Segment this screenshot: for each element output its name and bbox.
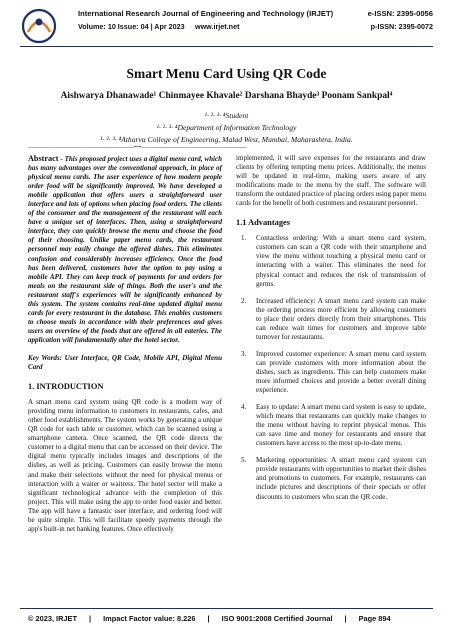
keywords: Key Words: User Interface, QR Code, Mobile API, Digital Menu Card — [28, 353, 222, 372]
list-item-number: 1. — [241, 234, 247, 243]
list-item-number: 2. — [241, 296, 247, 305]
footer-divider: | — [207, 614, 210, 623]
footer-copyright: © 2023, IRJET — [28, 614, 77, 623]
footer-divider: | — [89, 614, 92, 623]
volume-issue: Volume: 10 Issue: 04 | Apr 2023 — [78, 22, 185, 31]
affiliation-institution: ¹· ²· ³· ⁴Atharva College of Engineering, Malad West, Mumbai, Maharashtra, India. — [100, 135, 353, 144]
journal-header — [20, 6, 433, 50]
list-item-text: Contactless ordering: With a smart menu card system, customers can scan a QR code with their smartphone and view the menu without touching a physical menu card or interacting with a waiter. This eliminates the need for physical contact and reduces the risk of transmission of germs. — [256, 234, 426, 288]
list-item-number: 5. — [241, 456, 247, 465]
footer-iso-certification: ISO 9001:2008 Certified Journal — [221, 614, 333, 623]
abstract-label: Abstract — [28, 154, 59, 163]
abstract-text: - This proposed project uses a digital menu card, which has many advantages over the conventional approach, in place of physical menu cards. The user experience of how modern people order food will be significantly improved. We have developed a mobile application that offers users a straightforward user interface and lots of options when placing food orders. The clients of the consumer and the management of the restaurant will each have a unique set of interfaces. Then, using a straightforward interface, they can quickly browse the menu and choose the food of their choosing. Unlike paper menu cards, the restaurant personnel may easily change the offered dishes. This eliminates confusion and considerably increases efficiency. Once the food has been delivered, customers have the option to pay using a mobile API. They can keep track of payments for and orders for meals on the restaurant side of things. Both the user's and the restaurant staff's experiences will be significantly enhanced by this system. The system contains real-time updated digital menu cards for every restaurant in the database. This enables customers to choose meals in accordance with their preferences and gives users an overview of the foods that are offered in all eateries. The application will fundamentally alter the hotel sector. — [28, 155, 222, 344]
list-item-number: 3. — [241, 349, 247, 358]
introduction-continuation: implemented, it will save expenses for the restaurants and draw clients by offering tempting menu prices. Additionally, the menus will be updated in real-time, making users aware of any modifications made to the menu by the staff. The software will transform the outdated practice of placing orders using paper menu cards for the benefit of both customers and restaurant personnel. — [236, 154, 426, 208]
footer-impact-factor: Impact Factor value: 8.226 — [103, 614, 196, 623]
introduction-heading: 1. INTRODUCTION — [28, 382, 104, 392]
advantages-list — [236, 234, 426, 501]
list-item-text: Easy to update: A smart menu card system is easy to update, which means that restaurants can quickly make changes to the menu without having to reprint physical menus. This can save time and money for restaurants and ensure that customers have access to the most up-to-date menu. — [256, 403, 426, 448]
footer-divider: | — [344, 614, 347, 623]
paper-title: Smart Menu Card Using QR Code — [126, 66, 327, 81]
pissn: p-ISSN: 2395-0072 — [370, 22, 433, 31]
list-item — [236, 350, 426, 395]
footer-rule — [20, 608, 433, 609]
affiliation-department: ¹· ²· ³· ⁴Department of Information Technology — [156, 123, 297, 132]
footer-page-number: Page 894 — [358, 614, 391, 623]
list-item-text: Marketing opportunities: A smart menu card system can provide restaurants with opportunities to market their dishes and promotions to customers. For example, restaurants can include pictures and descriptions of their specials or offer discounts to customers who scan the QR code. — [256, 456, 426, 501]
irjet-logo-icon — [20, 8, 58, 44]
list-item — [236, 297, 426, 342]
header-rule — [20, 46, 433, 47]
journal-name: International Research Journal of Engineering and Technology (IRJET) — [78, 9, 334, 18]
advantages-heading: 1.1 Advantages — [236, 218, 290, 228]
list-item-number: 4. — [241, 403, 247, 412]
abstract — [28, 154, 222, 345]
affiliation-role: ¹· ²· ³· ⁴Student — [204, 111, 249, 120]
list-item — [236, 403, 426, 448]
list-item — [236, 234, 426, 288]
left-column — [28, 154, 222, 534]
list-item-text: Improved customer experience: A smart menu card system can provide customers with more information about the dishes, such as ingredients. This can help customers make more informed choices and provide a better overall dining experience. — [256, 349, 426, 395]
author-list: Aishwarya Dhanawade¹ Chinmayee Khavale² Darshana Bhayde³ Poonam Sankpal⁴ — [60, 91, 393, 101]
introduction-text: A smart menu card system using QR code is a modern way of providing menu information to customers in restaurants, cafes, and other food establishments. The system works by generating a unique QR code for each table or customer, which can be scanned using a smartphone camera. Once scanned, the QR code directs the customer to a digital menu that can be accessed on their device. The digital menu typically includes images and descriptions of the dishes, as well as pricing. Customers can easily browse the menu and make their selections without the need for physical menus or interaction with a waiter or waitress. The hotel sector will make a significant technological advance with the completion of this project. This will make using the app to order food easier and better. The app will have a fantastic user interface, and ordering food will be quite simple. This will facilitate speedy payments through the app's built-in net banking features. Once effectively — [28, 398, 222, 533]
section-separator: ---------------------------------------------------------------------***--------------------------------------------------------------------- — [28, 145, 247, 151]
eissn: e-ISSN: 2395-0056 — [367, 9, 433, 18]
list-item-text: Increased efficiency: A smart menu card system can make the ordering process more efficient by allowing customers to place their orders directly from their smartphones. This can reduce wait times for customers and improve table turnover for restaurants. — [256, 296, 426, 341]
journal-website-link[interactable]: www.irjet.net — [195, 22, 240, 31]
list-item — [236, 456, 426, 501]
right-column — [236, 154, 426, 510]
footer-text — [28, 614, 428, 623]
